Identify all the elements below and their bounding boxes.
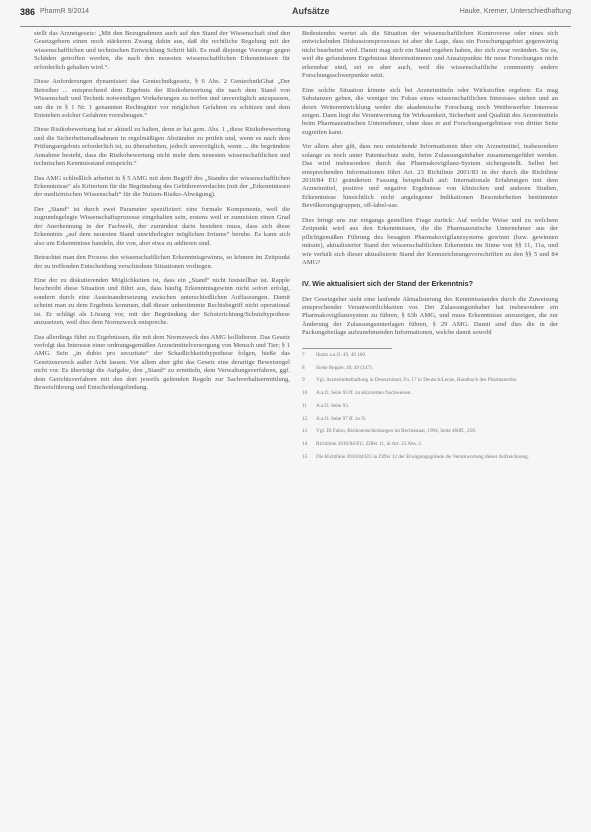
footnotes [302, 352, 558, 461]
footnote: 8 Siehe Repple, 49, 49 (147). [302, 364, 373, 371]
body-paragraph: Eine solche Situation könnte sich bei Arzneimitteln oder Wirkstoffen ergeben: Es mag Substanzen geben, die weniger im Fokus eines wissenschaftlichen Interesses stehen und an deren Weiterentwicklung weder die akademische Forschung noch Wettbewerber Interesse zeigen. Dann liegt die Verantwortung für Wirksamkeit, Sicherheit und Qualität des Arzneimittels beim Pharmazeutischen Unternehmer, ohne dass er auf Forschungsergebnisse von dritter Seite zugreifen kann. [302, 86, 558, 136]
header-rule [20, 26, 571, 27]
page-header [20, 4, 571, 26]
running-head: Hauke, Kremer, Unterschiedhaftung [459, 8, 571, 15]
body-paragraph: Betrachtet man den Prozess des wissenschaftlichen Erkenntnisgewinns, so können im Zeitpunkt der zu treffenden Entscheidung verschiedene Situationen vorliegen. [34, 254, 290, 270]
page-number: 386 [20, 7, 36, 17]
body-paragraph: stellt das Arzneigesetz: „Mit den Bezugnahmen auch auf den Stand der Wissenschaft sind den Gesetzgebern einen noch stärkeren Zwang dahin aus, daß die rechtliche Regelung mit der wissenschaftlichen und technischen Entwicklung Schritt hält. Es muß diejenige Vorsorge gegen Schäden getroffen werden, die nach den neuesten wissenschaftlichen Erkenntnissen für erforderlich gehalten wird.“. [34, 30, 290, 71]
journal-citation: PharmR 9/2014 [40, 8, 90, 15]
body-paragraph: Bedeutendes wertet als die Situation der wissenschaftlichen Kontroverse oder eines sich entwickelnden Diskussionsprozesses ist aber die Lage, dass ein Forschungsgebiet gegenwärtig nicht bearbeitet wird. Damit mag sich ein Stand ergeben haben, der sich zwar verändert. Sie es, weil die gefundenen Ergebnisse übereinstimmen und Ansatzpunkte für neue Forschungen nicht erkennbar sind, sei es aber auch, weil die wissenschaftliche community andere Forschungsschwerpunkte setzt. [302, 30, 558, 80]
footnote: 10 A.a.O. Seite 93 ff. zu skizzierten Nachweisen. [302, 390, 412, 397]
footnote-rule [302, 348, 392, 349]
left-column [34, 30, 290, 399]
footnote: 9 Vgl. Arzneimittelhaftung in Deutschland, Fn. 17 in Deutsch/Lenze, Handbuch des Pharmarechts. [302, 377, 518, 384]
body-paragraph: Diese Anforderungen dynamisiert das Gentechnikgesetz, § 6 Abs. 2 GentechnikGbat „Der Betreiber ... entsprechend dem Ergebnis der Risikobewertung die nach dem Stand von Wissenschaft und Technik notwendigen Vorkehrungen zu treffen und unverzüglich anzupassen, um die in § 1 Nr. 1 genannten Rechtsgüter vor möglichen Gefahren zu schützen und dem Entstehen solcher Gefahren vorzubeugen.“ [34, 78, 290, 119]
body-paragraph: Der „Stand“ ist durch zwei Parameter spezifiziert: eine formale Komponente, weil die zugrundegelegte Wissenschaftsprozesse eingehalten sein, erstens weil er zumeisten einen Grad der Anerkennung in der Fachwelt, der zumindest darin bestehen muss, dass sich diese Erkenntnis „auf dem neuesten Stand unwiderlegter möglichen Irrtums“ beruhe. Es kann sich also um Erkenntnisse handeln, die von, aber etwa zu addieren sind. [34, 205, 290, 247]
footnote: 7 Ibartz a.a.O. 49, 49 100. [302, 351, 367, 358]
body-paragraph: Eine der zu diskutierenden Möglichkeiten ist, dass ein „Stand“ nicht feststellbar ist. Rapple beschreibt diese Situation und führt aus, dass häufig Erkenntnisgewinn nicht sofort erfolgt, sondern durch eine Auseinandersetzung zwischen unterschiedlichen Auffassungen. Damit scheint man zu dem Ergebnis kommen, daß dieser unbestimmte Rechtsbegriff nicht operational ist. Er schlägt als Lösung vor, mit der Begründung der Schutzrichtung/Schutzhypothese anzusetzen, weil dies dem Normzweck entspreche. [34, 276, 290, 327]
body-paragraph: Vor allem aber gilt, dass neu entstehende Informationen über ein Arzneimittel, insbesondere solange es noch unter Patentschutz steht, beim Zulassungsinhaber zusammengeführt werden. Das wird insbesondere durch das Pharmakovigilanz-System sichergestellt. Selbst bei entsprechenden Informationen führt Art. 23 Richtlinie 2001/83 in der durch die Richtlinie 2010/84 EU geänderten Fassung beispielhaft auf: Internationale Erfahrungen mit dem Arzneimittel, positive und negative Ergebnisse von klinischen und anderen Studien, Erkenntnisse hinsichtlich nicht angelegener Indikationen Besonderheiten bestimmter Bevölkerungsgruppen, off-label-use. [302, 143, 558, 210]
section-heading: IV. Wie aktualisiert sich der Stand der Erkenntnis? [302, 279, 474, 289]
footnote: 15 Die Richtlinie 2010/84/EU in Ziffer 12 der Erwägungsgründe die Verantwortung dieser Aufzeichnung. [302, 453, 530, 460]
footnote: 11 A.a.O. Seite 93. [302, 402, 350, 409]
footnote: 12 A.a.O. Seite 97 ff. zu N. [302, 415, 367, 422]
body-paragraph: Der Gesetzgeber sieht eine laufende Aktualisierung des Kenntnisstandes durch die Zuweisung entsprechender Verantwortlichkeiten vor. Der Zulassungsinhaber hat insbesondere ein Pharmakovigilanzsystem zu führen, § 63b AMG, und muss Erkenntnisse anzuzeigen, die zur Änderung der Zulassungsunterlagen führen, § 29 AMG. Damit sind dies die in der Packungsbeilage aufzunehmenden Informationen, welche damit sowohl [302, 295, 558, 337]
body-paragraph: Dies bringt uns zur eingangs gestellten Frage zurück: Auf welche Weise und zu welchem Zeitpunkt wird aus den Erkenntnissen, die die Pharmazeutische Unternehmer aus der pflichtgemäßen Führung des besagten Pharmakovigilanzsystems gewinnt (bzw. gewinnen müsste), aktualisierter Stand der wissenschaftlichen Erkenntnis im Sinne von §§ 11, 11a, und wie verhält sich dieser aktualisierte Stand der Kennzeichnungsvorschriften zu den §§ 5 und 84 AMG? [302, 216, 558, 266]
footnote: 14 Richtlinie 2010/84/EU, Ziffer 11, in Art. 23 Abs. 2. [302, 441, 423, 448]
right-column [302, 30, 558, 467]
body-paragraph: Diese Risikobewertung hat er aktuell zu halten, denn er hat gem. Abs. 1 „diese Risikobewertung und die Sicherheitsmaßnahmen in regelmäßigen Abständen zu prüfen und, wenn es nach dem Prüfungsergebnis erforderlich ist, zu überarbeiten, jedoch unverzüglich, wenn ... die begründete Annahme besteht, dass die Risikobewertung nicht mehr dem neuesten wissenschaftlichen und technischen Kenntnisstand entspricht.“ [34, 126, 290, 168]
section-label: Aufsätze [292, 6, 330, 16]
footnote: 13 Vgl. Di Fabio, Risikoentscheidungen im Rechtsstaat, 1994, Seite 460ff., 258. [302, 428, 477, 435]
body-paragraph: Das allerdings führt zu Ergebnissen, die mit dem Normzweck des AMG kollidieren. Das Gesetz verfolgt das Interesse einer ordnungsgemäßen Arzneimittelversorgung von Mensch und Tier; § 1 AMG. Sein „in dubio pro securitate“ der Schadlichkeitshypothese folgen, hieße das Gesetzeszweck außer Acht lassen. Vor allem aber gibt das Gesetz eine derartige Beweisregel nicht vor. Es überträgt die Aufgabe, den „Stand“ zu ermitteln, dem Verwaltungsverfahren, ggf. dem Gerichtsverfahren mit den dort jeweils geltenden Regeln zur Sachverhaltsermittlung, Beweisführung und Entscheidungsfindung. [34, 333, 290, 392]
body-paragraph: Das AMG schließlich arbeitet in § 5 AMG mit dem Begriff des „Standes der wissenschaftlichen Erkenntnisse“ als Kriterium für die Begründung des Gebührenverdachts (mit der „Erkenntnissen der medizinischen Wissenschaft“ für die Nutzen-Risiko-Abwägung). [34, 174, 290, 199]
